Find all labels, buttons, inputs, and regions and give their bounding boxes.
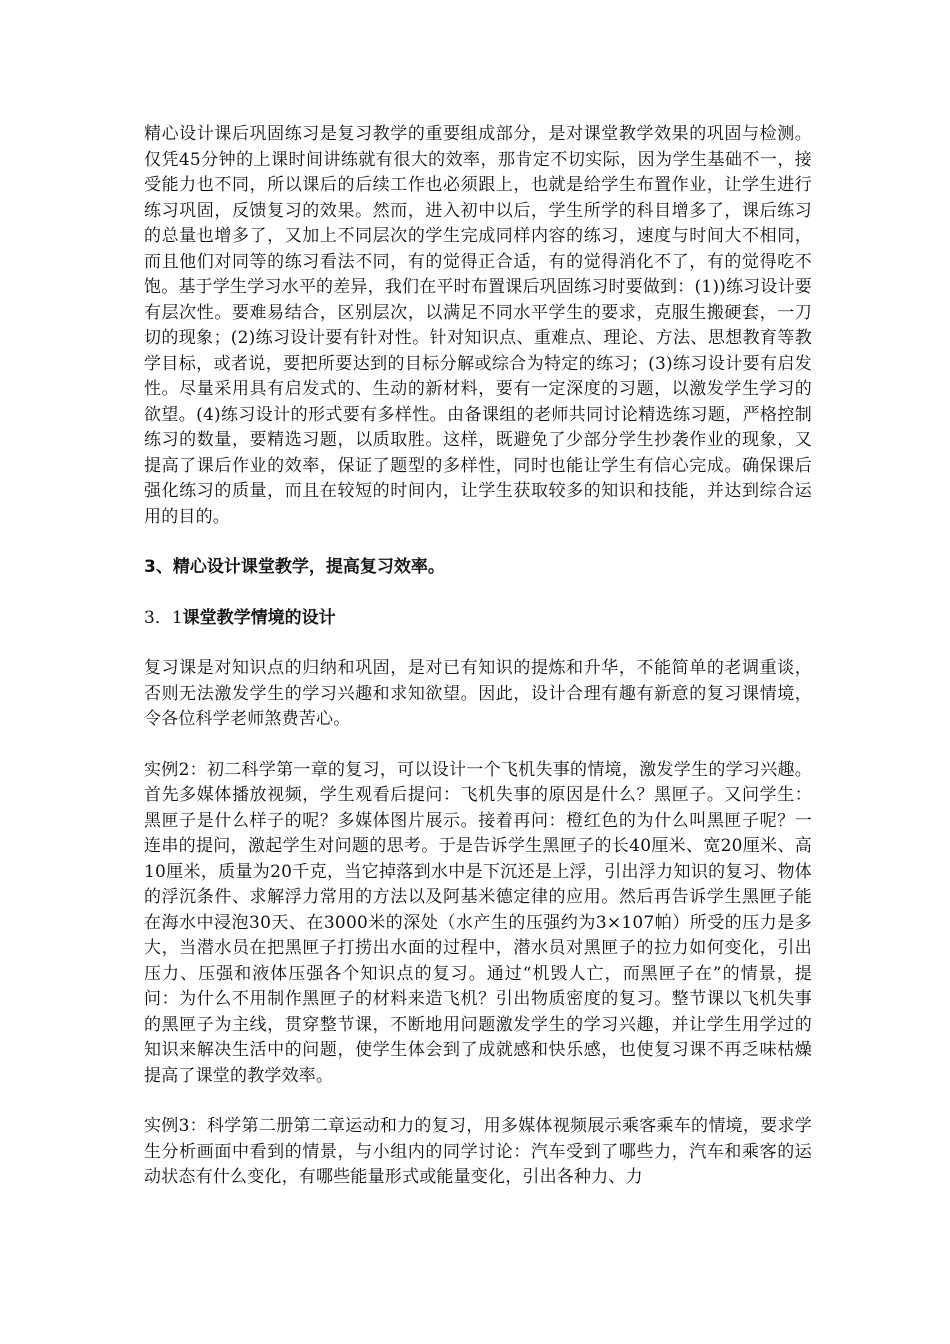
subsection-number: 3．1 [144, 607, 183, 628]
paragraph-spacer [144, 1089, 812, 1114]
paragraph-spacer [144, 631, 812, 656]
paragraph-spacer [144, 530, 812, 555]
body-paragraph-review-class: 复习课是对知识点的归纳和巩固，是对已有知识的提炼和升华，不能简单的老调重谈，否则无法激发学生的学习兴趣和求知欲望。因此，设计合理有趣有新意的复习课情境，令各位科学老师煞费苦心。 [144, 658, 812, 729]
section-heading: 3、精心设计课堂教学，提高复习效率。 [144, 557, 445, 577]
subsection-title: 课堂教学情境的设计 [182, 607, 336, 628]
body-paragraph-example-3: 实例3：科学第二册第二章运动和力的复习，用多媒体视频展示乘客乘车的情境，要求学生分析画面中看到的情景，与小组内的同学讨论：汽车受到了哪些力，汽车和乘客的运动状态有什么变化，有哪些能量形式或能量变化，引出各种力、力 [144, 1116, 812, 1187]
subsection-heading [144, 606, 812, 632]
document-page [144, 122, 812, 1191]
paragraph-spacer [144, 733, 812, 758]
paragraph-spacer [144, 581, 812, 606]
body-paragraph-example-2: 实例2：初二科学第一章的复习，可以设计一个飞机失事的情境，激发学生的学习兴趣。首先多媒体播放视频，学生观看后提问：飞机失事的原因是什么？黑匣子。又问学生：黑匣子是什么样子的呢？多媒体图片展示。接着再问：橙红色的为什么叫黑匣子呢？一连串的提问，激起学生对问题的思考。于是告诉学生黑匣子的长40厘米、宽20厘米、高10厘米，质量为20千克，当它掉落到水中是下沉还是上浮，引出浮力知识的复习、物体的浮沉条件、求解浮力常用的方法以及阿基米德定律的应用。然后再告诉学生黑匣子能在海水中浸泡30天、在3000米的深处（水产生的压强约为3×107帕）所受的压力是多大，当潜水员在把黑匣子打捞出水面的过程中，潜水员对黑匣子的拉力如何变化，引出压力、压强和液体压强各个知识点的复习。通过“机毁人亡，而黑匣子在”的情景，提问：为什么不用制作黑匣子的材料来造飞机？引出物质密度的复习。整节课以飞机失事的黑匣子为主线，贯穿整节课，不断地用问题激发学生的学习兴趣，并让学生用学过的知识来解决生活中的问题，使学生体会到了成就感和快乐感，也使复习课不再乏味枯燥提高了课堂的教学效率。 [144, 759, 812, 1086]
body-paragraph-practice-design: 精心设计课后巩固练习是复习教学的重要组成部分，是对课堂教学效果的巩固与检测。仅凭45分钟的上课时间讲练就有很大的效率，那肯定不切实际，因为学生基础不一，接受能力也不同，所以课后的后续工作也必须跟上，也就是给学生布置作业，让学生进行练习巩固，反馈复习的效果。然而，进入初中以后，学生所学的科目增多了，课后练习的总量也增多了，又加上不同层次的学生完成同样内容的练习，速度与时间大不相同，而且他们对同等的练习看法不同，有的觉得正合适，有的觉得消化不了，有的觉得吃不饱。基于学生学习水平的差异，我们在平时布置课后巩固练习时要做到：(1))练习设计要有层次性。要难易结合，区别层次，以满足不同水平学生的要求，克服生搬硬套，一刀切的现象；(2)练习设计要有针对性。针对知识点、重难点、理论、方法、思想教育等教学目标，或者说，要把所要达到的目标分解或综合为特定的练习；(3)练习设计要有启发性。尽量采用具有启发式的、生动的新材料，要有一定深度的习题，以激发学生学习的欲望。(4)练习设计的形式要有多样性。由备课组的老师共同讨论精选练习题，严格控制练习的数量，要精选习题，以质取胜。这样，既避免了少部分学生抄袭作业的现象，又提高了课后作业的效率，保证了题型的多样性，同时也能让学生有信心完成。确保课后强化练习的质量，而且在较短的时间内，让学生获取较多的知识和技能，并达到综合运用的目的。 [144, 124, 812, 527]
